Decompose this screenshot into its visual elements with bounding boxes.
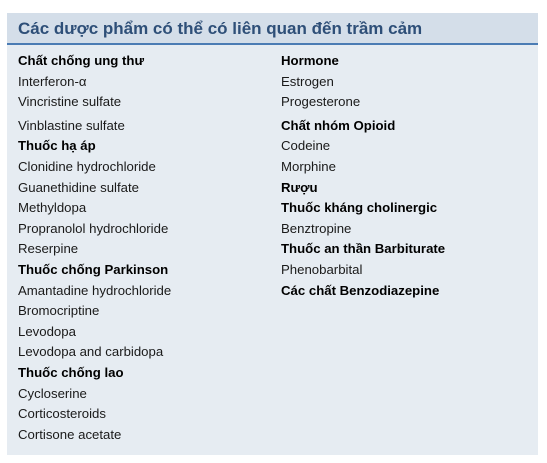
drug-item: Clonidine hydrochloride bbox=[18, 158, 156, 174]
drug-item: Levodopa and carbidopa bbox=[18, 344, 164, 360]
category-heading: Thuốc chống Parkinson bbox=[18, 261, 169, 277]
drug-item: Propranolol hydrochloride bbox=[18, 220, 169, 236]
left-column bbox=[18, 51, 171, 445]
title-bar bbox=[7, 13, 538, 45]
category-heading: Các chất Benzodiazepine bbox=[281, 282, 440, 298]
drug-item: Amantadine hydrochloride bbox=[18, 282, 172, 298]
right-column bbox=[281, 51, 445, 301]
drug-item: Morphine bbox=[281, 158, 336, 174]
drug-table-card bbox=[7, 13, 538, 455]
drug-item: Guanethidine sulfate bbox=[18, 179, 139, 195]
category-heading: Chất chống ung thư bbox=[18, 53, 145, 68]
drug-item: Reserpine bbox=[18, 241, 79, 257]
table-title: Các dược phẩm có thể có liên quan đến trầm cảm bbox=[18, 19, 423, 38]
drug-item: Bromocriptine bbox=[18, 303, 100, 319]
category-heading: Thuốc kháng cholinergic bbox=[281, 200, 438, 216]
drug-item: Estrogen bbox=[281, 73, 334, 89]
category-heading: Hormone bbox=[281, 53, 339, 68]
drug-item: Levodopa bbox=[18, 323, 76, 339]
drug-item: Corticosteroids bbox=[18, 406, 106, 422]
drug-item: Interferon-α bbox=[18, 73, 87, 89]
category-heading: Thuốc an thần Barbiturate bbox=[281, 241, 446, 257]
category-heading: Rượu bbox=[281, 179, 318, 195]
drug-item: Methyldopa bbox=[18, 200, 87, 216]
drug-item: Progesterone bbox=[281, 94, 361, 110]
category-heading: Chất nhóm Opioid bbox=[281, 117, 396, 133]
drug-item: Phenobarbital bbox=[281, 261, 363, 277]
drug-item: Cortisone acetate bbox=[18, 426, 122, 442]
drug-item: Vinblastine sulfate bbox=[18, 117, 125, 133]
drug-item: Vincristine sulfate bbox=[18, 94, 122, 110]
category-heading: Thuốc chống lao bbox=[18, 364, 124, 380]
drug-item: Benztropine bbox=[281, 220, 352, 236]
drug-item: Codeine bbox=[281, 138, 331, 154]
drug-item: Cycloserine bbox=[18, 385, 87, 401]
category-heading: Thuốc hạ áp bbox=[18, 138, 96, 154]
